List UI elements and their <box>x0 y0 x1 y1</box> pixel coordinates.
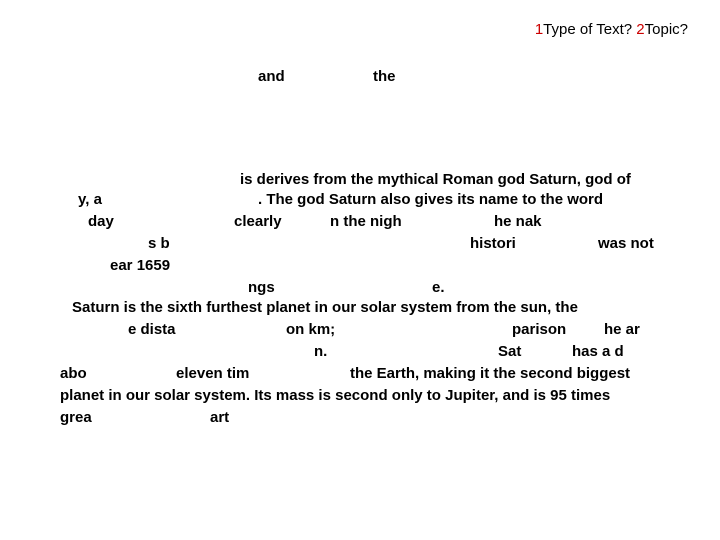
body-fragment: grea <box>60 409 92 426</box>
body-fragment: art <box>210 409 230 426</box>
body-fragment: n the nigh <box>330 213 402 230</box>
body-fragment: s b <box>148 235 170 252</box>
body-fragment: Saturn is the sixth furthest planet in our solar system from the sun, the <box>72 299 578 316</box>
body-fragment: was not <box>598 235 654 252</box>
body-fragment: the Earth, making it the second biggest <box>350 365 631 382</box>
body-fragment: is derives from the mythical Roman god Saturn, god of <box>240 171 631 188</box>
body-fragment: histori <box>470 235 516 252</box>
body-fragment: clearly <box>234 213 282 230</box>
question-2-text: Topic? <box>644 21 688 38</box>
body-fragment: he nak <box>494 213 542 230</box>
body-fragment: eleven tim <box>176 365 250 382</box>
body-fragment: n. <box>314 343 328 360</box>
body-fragment: parison <box>512 321 567 338</box>
body-fragment: day <box>88 213 114 230</box>
body-fragment: planet in our solar system. Its mass is second only to Jupiter, and is 95 times <box>60 387 611 404</box>
body-fragment: ngs <box>248 279 275 296</box>
body-fragment: abo <box>60 365 87 382</box>
body-fragment: ear 1659 <box>110 257 171 274</box>
question-2-number: 2 <box>636 21 645 38</box>
body-fragment: e dista <box>128 321 176 338</box>
body-fragment: e. <box>432 279 445 296</box>
body-fragment: has a d <box>572 343 624 360</box>
body-fragment: he ar <box>604 321 640 338</box>
body-fragment: Sat <box>498 343 522 360</box>
question-1-number: 1 <box>534 21 544 38</box>
title-fragment-and: and <box>258 68 285 85</box>
body-fragment: y, a <box>78 191 102 208</box>
title-fragment-the: the <box>373 68 396 85</box>
question-1-text: Type of Text? <box>543 21 633 38</box>
body-fragment: on km; <box>286 321 336 338</box>
body-fragment: . The god Saturn also gives its name to the word <box>258 191 604 208</box>
